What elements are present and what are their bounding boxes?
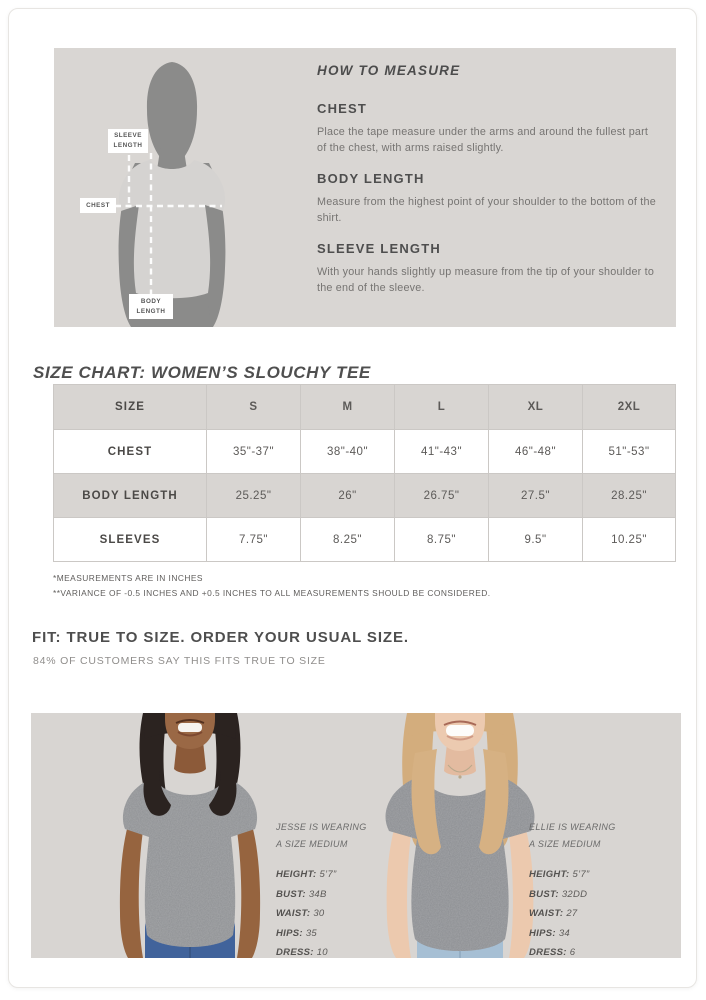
measure-section-chest-heading: CHEST bbox=[317, 101, 368, 116]
ellie-caption bbox=[529, 819, 659, 958]
ellie-hips-value: 34 bbox=[558, 927, 571, 939]
how-to-measure-panel bbox=[54, 48, 676, 327]
chest-s: 35"-37" bbox=[207, 430, 301, 474]
note-variance: **VARIANCE OF -0.5 INCHES AND +0.5 INCHES TO ALL MEASUREMENTS SHOULD BE CONSIDERED. bbox=[53, 587, 491, 598]
how-to-measure-title: HOW TO MEASURE bbox=[317, 63, 461, 78]
ellie-dress-label: DRESS: bbox=[529, 947, 567, 958]
diagram-label-body-line1: BODY bbox=[140, 297, 162, 305]
body-length-xl: 27.5" bbox=[489, 474, 583, 518]
jesse-bust-value: 34B bbox=[308, 888, 327, 900]
size-chart-title: SIZE CHART: WOMEN’S SLOUCHY TEE bbox=[33, 363, 371, 383]
ellie-height-label: HEIGHT: bbox=[529, 869, 570, 880]
jesse-caption-line2: A SIZE MEDIUM bbox=[276, 839, 348, 849]
table-header-m: M bbox=[301, 385, 395, 430]
diagram-label-body-line2: LENGTH bbox=[136, 307, 166, 315]
measurement-diagram-silhouette bbox=[72, 48, 292, 327]
measure-section-sleeve-length-heading: SLEEVE LENGTH bbox=[317, 241, 441, 256]
size-chart-notes bbox=[53, 571, 491, 600]
body-length-l: 26.75" bbox=[395, 474, 489, 518]
table-header-row bbox=[54, 385, 676, 430]
table-row-chest bbox=[54, 430, 676, 474]
jesse-hips-value: 35 bbox=[305, 927, 318, 939]
ellie-caption-line1: ELLIE IS WEARING bbox=[529, 822, 616, 832]
body-length-s: 25.25" bbox=[207, 474, 301, 518]
fit-title: FIT: TRUE TO SIZE. ORDER YOUR USUAL SIZE. bbox=[32, 629, 409, 646]
body-length-m: 26" bbox=[301, 474, 395, 518]
body-length-2xl: 28.25" bbox=[583, 474, 676, 518]
measure-instructions bbox=[317, 60, 657, 311]
ellie-height-value: 5’7” bbox=[572, 869, 590, 880]
jesse-bust-label: BUST: bbox=[276, 888, 306, 900]
chest-m: 38"-40" bbox=[301, 430, 395, 474]
jesse-height-label: HEIGHT: bbox=[276, 869, 317, 880]
note-measurements: *MEASUREMENTS ARE IN INCHES bbox=[53, 573, 203, 583]
ellie-stats bbox=[529, 865, 659, 958]
row-label-chest: CHEST bbox=[54, 430, 207, 474]
ellie-caption-line2: A SIZE MEDIUM bbox=[529, 839, 601, 849]
measure-section-body-length-heading: BODY LENGTH bbox=[317, 171, 425, 186]
sleeves-m: 8.25" bbox=[301, 518, 395, 562]
jesse-hips-label: HIPS: bbox=[276, 927, 303, 939]
jesse-waist-label: WAIST: bbox=[276, 908, 311, 919]
diagram-label-chest: CHEST bbox=[80, 198, 116, 213]
table-header-xl: XL bbox=[489, 385, 583, 430]
sleeves-2xl: 10.25" bbox=[583, 518, 676, 562]
jesse-dress-label: DRESS: bbox=[276, 947, 314, 958]
ellie-waist-value: 27 bbox=[566, 908, 578, 919]
ellie-bust-label: BUST: bbox=[529, 888, 559, 900]
row-label-sleeves: SLEEVES bbox=[54, 518, 207, 562]
sleeves-s: 7.75" bbox=[207, 518, 301, 562]
diagram-label-body-length bbox=[129, 294, 173, 319]
sleeves-xl: 9.5" bbox=[489, 518, 583, 562]
fit-subtitle: 84% OF CUSTOMERS SAY THIS FITS TRUE TO SIZE bbox=[33, 655, 326, 667]
chest-l: 41"-43" bbox=[395, 430, 489, 474]
table-row-body-length bbox=[54, 474, 676, 518]
ellie-bust-value: 32DD bbox=[561, 888, 588, 900]
models-panel bbox=[31, 713, 681, 958]
chest-2xl: 51"-53" bbox=[583, 430, 676, 474]
measure-section-sleeve-length-text: With your hands slightly up measure from the tip of your shoulder to the end of the sleeve. bbox=[317, 266, 655, 294]
ellie-waist-label: WAIST: bbox=[529, 908, 564, 919]
table-row-sleeves bbox=[54, 518, 676, 562]
chest-xl: 46"-48" bbox=[489, 430, 583, 474]
jesse-dress-value: 10 bbox=[316, 947, 328, 958]
measure-section-chest-text: Place the tape measure under the arms and around the fullest part of the chest, with arms raised slightly. bbox=[317, 126, 649, 154]
jesse-caption-line1: JESSE IS WEARING bbox=[276, 822, 367, 832]
diagram-label-sleeve-length bbox=[108, 129, 148, 153]
model-photo-jesse bbox=[85, 713, 295, 958]
measure-section-body-length-text: Measure from the highest point of your shoulder to the bottom of the shirt. bbox=[317, 196, 656, 224]
size-chart-table bbox=[53, 384, 676, 562]
diagram-label-sleeve-line1: SLEEVE bbox=[114, 132, 142, 140]
ellie-dress-value: 6 bbox=[569, 947, 576, 958]
table-header-size: SIZE bbox=[54, 385, 207, 430]
jesse-height-value: 5’7” bbox=[319, 869, 337, 880]
table-header-2xl: 2XL bbox=[583, 385, 676, 430]
diagram-label-sleeve-line2: LENGTH bbox=[113, 142, 143, 149]
sleeves-l: 8.75" bbox=[395, 518, 489, 562]
table-header-s: S bbox=[207, 385, 301, 430]
jesse-waist-value: 30 bbox=[313, 908, 325, 919]
table-header-l: L bbox=[395, 385, 489, 430]
row-label-body-length: BODY LENGTH bbox=[54, 474, 207, 518]
ellie-hips-label: HIPS: bbox=[529, 927, 556, 939]
